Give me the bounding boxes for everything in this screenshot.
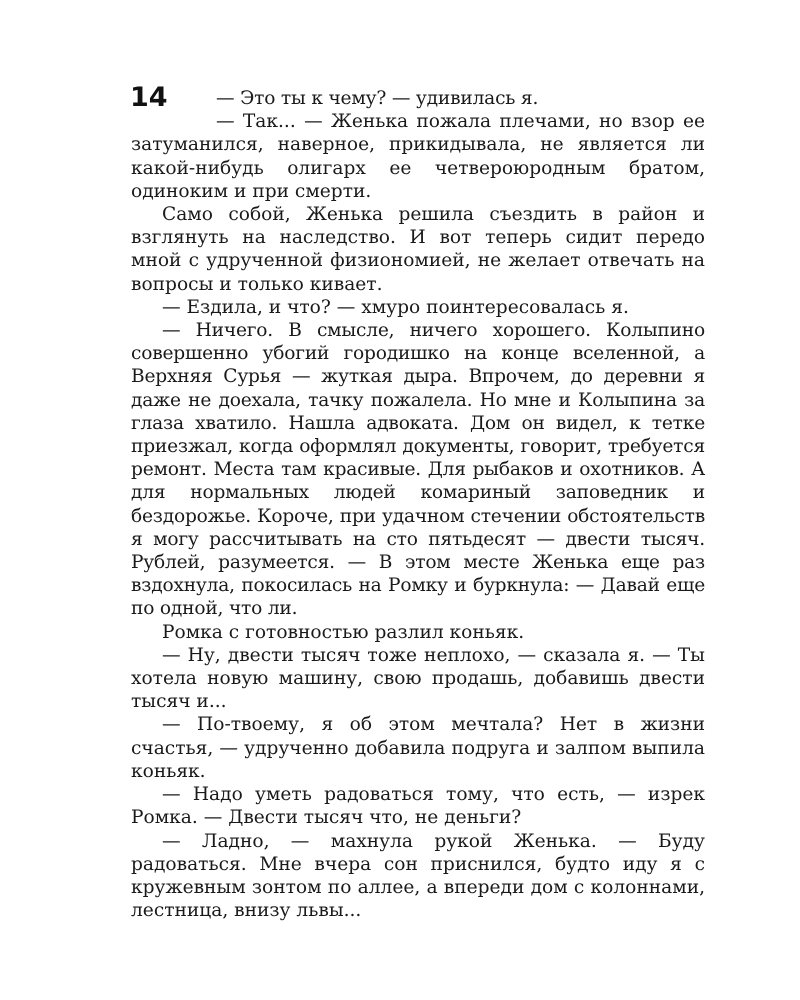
paragraph: — Ладно, — махнула рукой Женька. — Буду радоваться. Мне вчера сон приснился, будто иду я с кружевным зонтом по аллее, а впереди дом с колоннами, лестница, внизу львы... — [131, 830, 705, 922]
paragraph: Само собой, Женька решила съездить в район и взглянуть на наследство. И вот теперь сидит передо мной с удрученной физиономией, не желает отвечать на вопросы и только кивает. — [131, 204, 705, 295]
paragraph: — Ездила, и что? — хмуро поинтересовалась я. — [162, 296, 629, 318]
paragraph: — По-твоему, я об этом мечтала? Нет в жизни счастья, — удрученно добавила подруга и залпом выпила коньяк. — [131, 714, 705, 782]
paragraph: — Надо уметь радоваться тому, что есть, — изрек Ромка. — Двести тысяч что, не деньги? — [131, 784, 705, 829]
paragraph: Ромка с готовностью разлил коньяк. — [162, 621, 525, 643]
body-text — [131, 87, 705, 922]
paragraph: — Это ты к чему? — удивилась я. — [216, 88, 539, 109]
paragraph: — Ничего. В смысле, ничего хорошего. Колыпино совершенно убогий городишко на конце вселенной, а Верхняя Сурья — жуткая дыра. Впрочем, до деревни я даже не доехала, тачку пожалела. Но мне и Колыпина за глаза хватило. Нашла адвоката. Дом он видел, к тетке приезжал, когда оформлял документы, говорит, требуется ремонт. Места там красивые. Для рыбаков и охотников. А для нормальных людей комариный заповедник и бездорожье. Короче, при удачном стечении обстоятельств я могу рассчитывать на сто пятьдесят — двести тысяч. Рублей, разумеется. — В этом месте Женька еще раз вздохнула, покосилась на Ромку и буркнула: — Давай еще по одной, что ли. — [131, 320, 705, 620]
paragraph: — Ну, двести тысяч тоже неплохо, — сказала я. — Ты хотела новую машину, свою продашь, добавишь двести тысяч и... — [131, 644, 705, 713]
paragraph: — Так... — Женька пожала плечами, но взор ее затуманился, наверное, прикидывала, не является ли какой-нибудь олигарх ее четвероюродным братом, одиноким и при смерти. — [131, 111, 705, 202]
page-number: 14 — [130, 82, 168, 113]
